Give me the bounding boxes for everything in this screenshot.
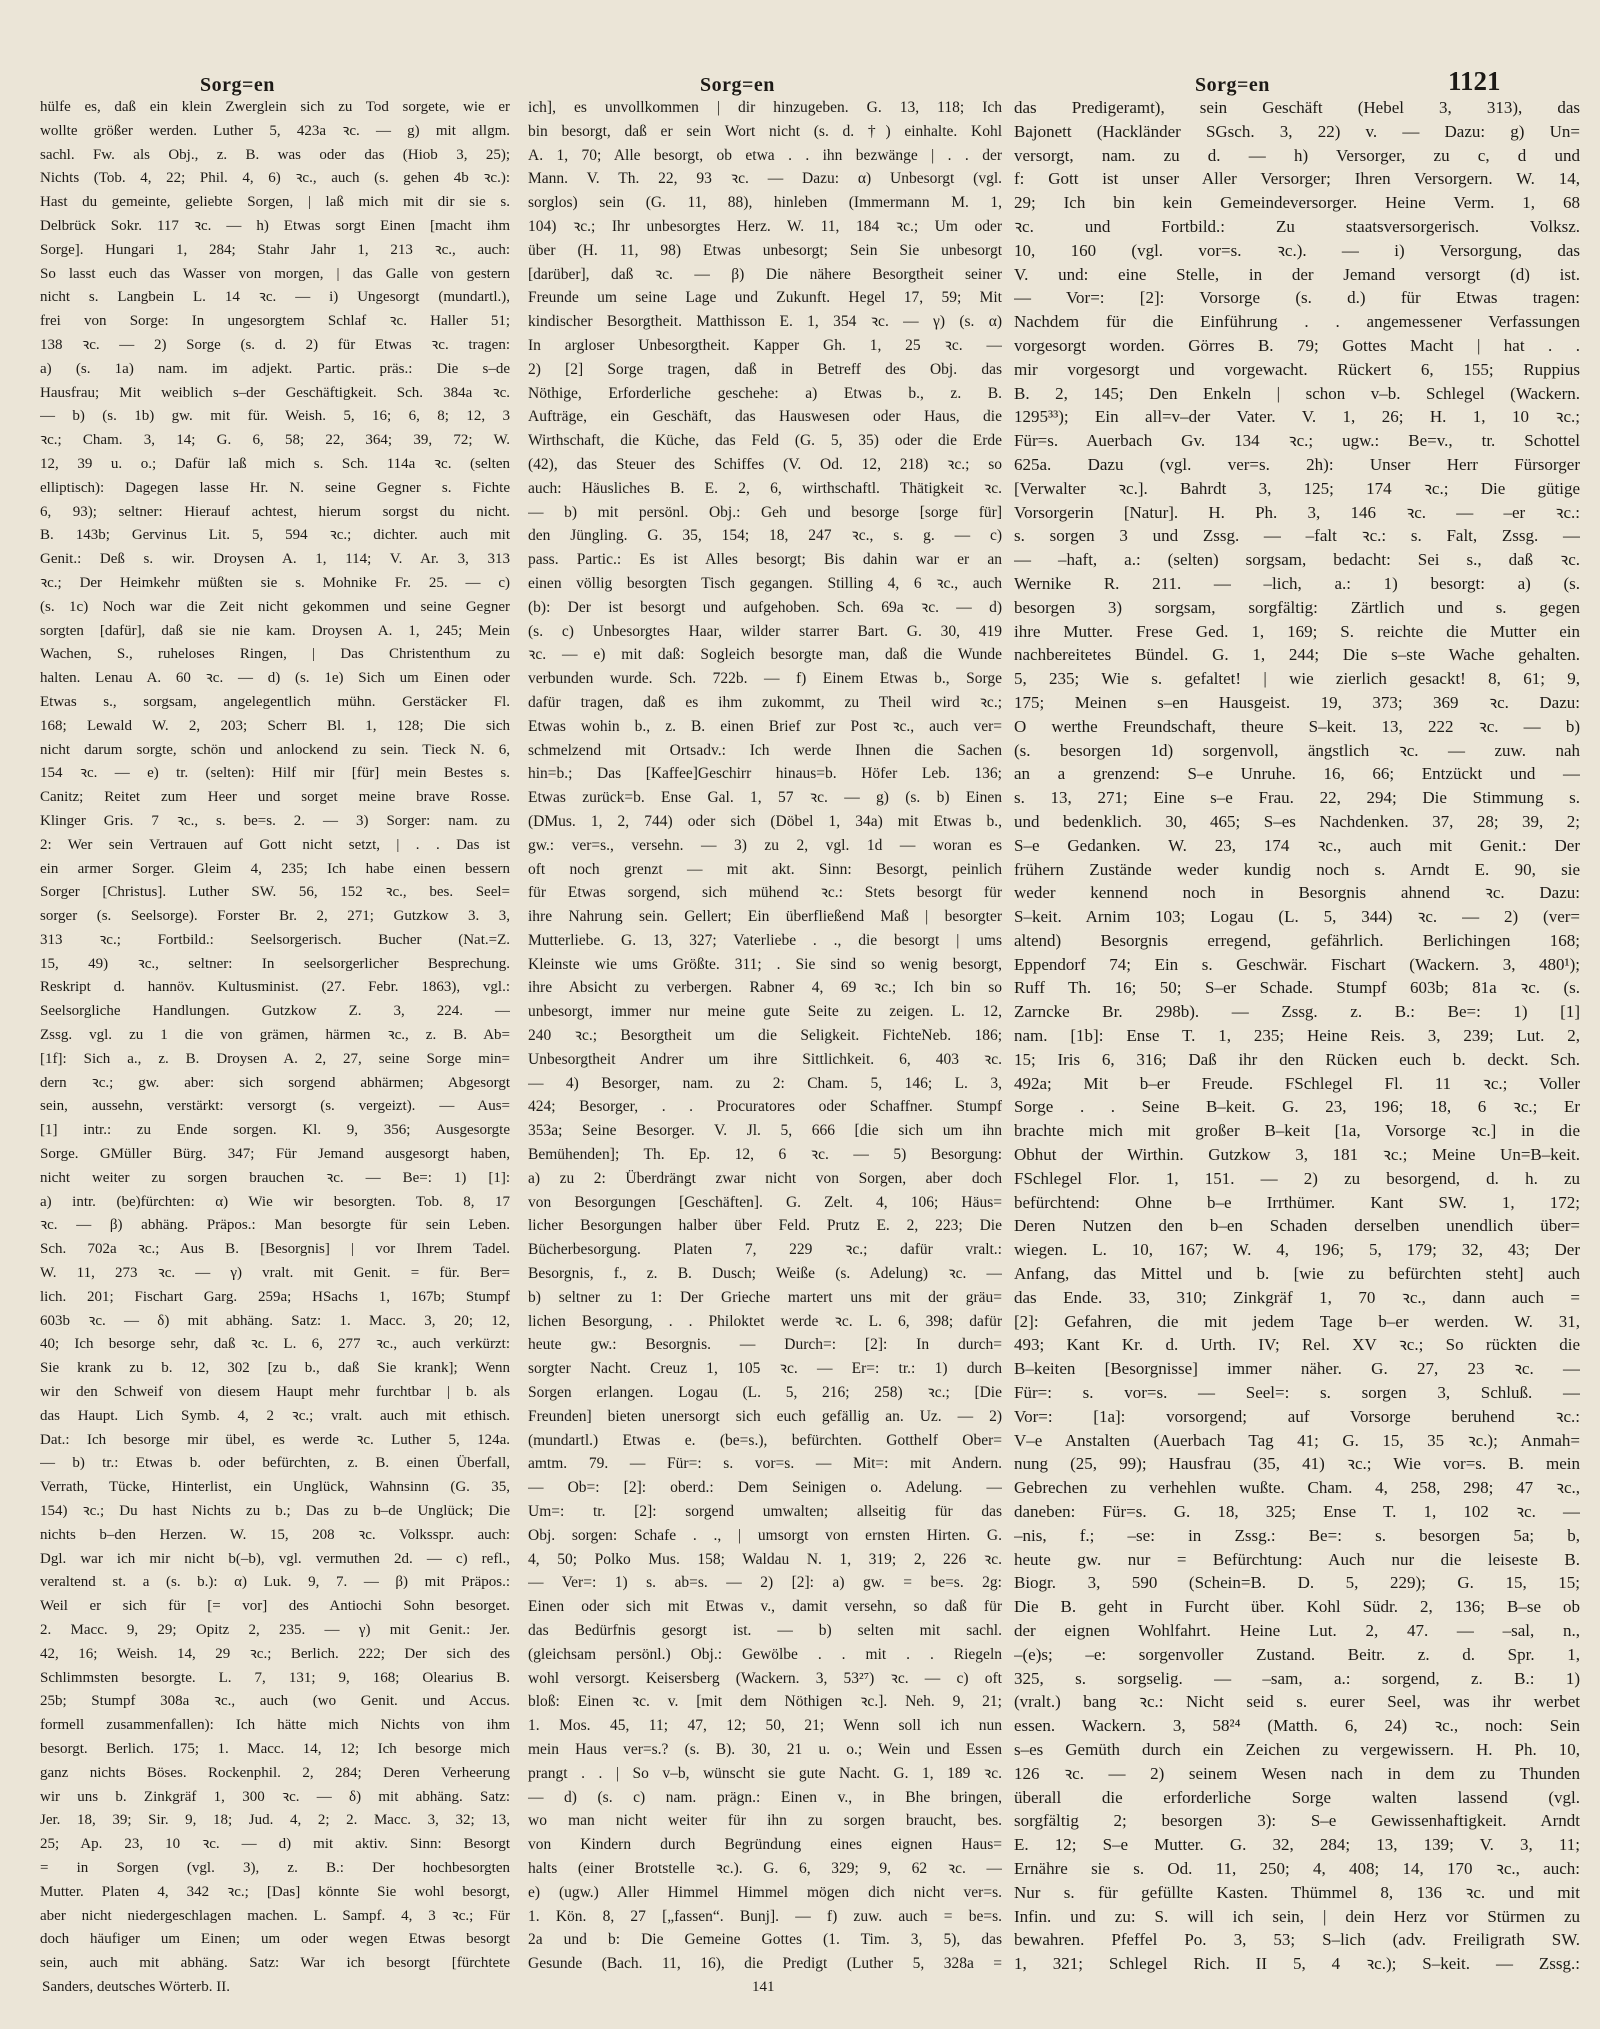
text-line: [darüber], daß ꝛc. — β) Die nähere Besorgtheit seiner: [528, 265, 1002, 283]
text-line: Genit.: Deß s. wir. Droysen A. 1, 114; V. Ar. 3, 313: [40, 551, 510, 568]
text-line: 154 ꝛc. — e) tr. (selten): Hilf mir [für] mein Bestes s.: [40, 765, 510, 782]
text-line: Ruff Th. 16; 50; S–er Schade. Stumpf 603b; 81a ꝛc. (s.: [1014, 978, 1580, 998]
text-line: Sch. 702a ꝛc.; Aus B. [Besorgnis] | vor Ihrem Tadel.: [40, 1241, 510, 1258]
text-line: — d) (s. c) nam. prägn.: Einen v., in Bhe bringen,: [528, 1788, 1002, 1806]
text-line: bloß: Einen ꝛc. v. [mit dem Nöthigen ꝛc.]. Neh. 9, 21;: [528, 1693, 1002, 1711]
text-line: — 4) Besorger, nam. zu 2: Cham. 5, 146; L. 3,: [528, 1074, 1002, 1092]
text-line: Für=: s. vor=s. — Seel=: s. sorgen 3, Schluß. —: [1014, 1383, 1580, 1403]
text-line: oft noch grenzt — mit akt. Sinn: Besorgt, peinlich: [528, 860, 1002, 878]
text-line: ꝛc.; Cham. 3, 14; G. 6, 58; 22, 364; 39, 72; W.: [40, 432, 510, 449]
text-line: (s. c) Unbesorgtes Haar, wilder starrer Bart. G. 30, 419: [528, 622, 1002, 640]
text-line: 353a; Seine Besorger. V. Jl. 5, 666 [die sich um ihn: [528, 1122, 1002, 1140]
text-line: Deren Nutzen den b–en Schaden derselben unendlich über=: [1014, 1216, 1580, 1236]
text-line: nicht darum sorgte, schön und anlockend zu sein. Tieck N. 6,: [40, 741, 510, 758]
text-line: auch: Häusliches B. E. 2, 6, wirthschaftl. Thätigkeit ꝛc.: [528, 479, 1002, 497]
text-line: A. 1, 70; Alle besorgt, ob etwa . . ihn bezwänge | . . der: [528, 146, 1002, 164]
text-line: 6, 93); seltner: Hierauf achtest, hierum sorgst du nicht.: [40, 503, 510, 520]
text-line: hin=b.; Das [Kaffee]Geschirr hinaus=b. Höfer Leb. 136;: [528, 765, 1002, 783]
text-line: Etwas zurück=b. Ense Gal. 1, 57 ꝛc. — g) (s. b) Einen: [528, 789, 1002, 807]
text-line: 168; Lewald W. 2, 203; Scherr Bl. 1, 128; Die sich: [40, 717, 510, 734]
text-line: Etwas s., sorgsam, angelegentlich mühn. Gerstäcker Fl.: [40, 693, 510, 710]
text-line: Wirthschaft, die Küche, das Feld (G. 5, 35) oder die Erde: [528, 432, 1002, 450]
text-line: 625a. Dazu (vgl. ver=s. 2h): Unser Herr Fürsorger: [1014, 454, 1580, 474]
text-line: frei von Sorge: In ungesorgtem Schlaf ꝛc. Haller 51;: [40, 313, 510, 330]
text-line: Schlimmsten besorgte. L. 7, 131; 9, 168; Olearius B.: [40, 1669, 510, 1686]
text-line: B–keiten [Besorgnisse] immer näher. G. 27, 23 ꝛc. —: [1014, 1359, 1580, 1379]
text-line: Klinger Gris. 7 ꝛc., s. be=s. 2. — 3) Sorger: nam. zu: [40, 812, 510, 829]
text-line: Canitz; Reitet zum Heer und sorget meine brave Rosse.: [40, 789, 510, 806]
text-line: Freunde um seine Lage und Zukunft. Hegel 17, 59; Mit: [528, 289, 1002, 307]
text-line: a) (s. 1a) nam. im adjekt. Partic. präs.: Die s–de: [40, 360, 510, 377]
text-line: 4, 50; Polko Mus. 158; Waldau N. 1, 319; 2, 226 ꝛc.: [528, 1550, 1002, 1568]
text-line: –nis, f.; –se: in Zssg.: Be=: s. besorgen 5a; b,: [1014, 1525, 1580, 1545]
text-line: halts (einer Brotstelle ꝛc.). G. 6, 329; 9, 62 ꝛc. —: [528, 1859, 1002, 1877]
text-line: mein Haus ver=s.? (s. B). 30, 21 u. o.; Wein und Essen: [528, 1740, 1002, 1758]
text-line: überall die erforderliche Sorge walten lassend (vgl.: [1014, 1787, 1580, 1807]
text-line: ꝛc.; Der Heimkehr müßten sie s. Mohnike Fr. 25. — c): [40, 574, 510, 591]
text-line: hülfe es, daß ein klein Zwerglein sich zu Tod sorgete, wie er: [40, 99, 510, 115]
text-line: vorgesorgt worden. Görres B. 79; Gottes Macht | hat . .: [1014, 335, 1580, 355]
text-line: 12, 39 u. o.; Dafür laß mich s. Sch. 114a ꝛc. (selten: [40, 455, 510, 472]
text-line: Etwas wohin b., z. B. einen Brief zur Post ꝛc., auch ver=: [528, 717, 1002, 735]
text-line: ihre Absicht zu verbergen. Rabner 4, 69 ꝛc.; Ich bin so: [528, 979, 1002, 997]
text-line: 175; Meinen s–en Hausgeist. 19, 373; 369 ꝛc. Dazu:: [1014, 692, 1580, 712]
text-line: Obhut der Wirthin. Gutzkow 3, 181 ꝛc.; Meine Un=B–keit.: [1014, 1145, 1580, 1165]
text-line: 240 ꝛc.; Besorgtheit um die Seligkeit. FichteNeb. 186;: [528, 1027, 1002, 1045]
text-line: ꝛc. und Fortbild.: Zu staatsversorgerisch. Volksz.: [1014, 216, 1580, 236]
text-line: 2. Macc. 9, 29; Opitz 2, 235. — γ) mit Genit.: Jer.: [40, 1622, 510, 1638]
text-line: Einen oder sich mit Etwas v., damit versehn, so daß für: [528, 1598, 1002, 1616]
text-line: Vorsorgerin [Natur]. H. Ph. 3, 146 ꝛc. — –er ꝛc.:: [1014, 502, 1580, 522]
text-line: 42, 16; Weish. 14, 29 ꝛc.; Berlich. 222; Der sich des: [40, 1645, 510, 1662]
text-line: pass. Partic.: Es ist Alles besorgt; Bis dahin war er an: [528, 551, 1002, 569]
text-line: frühern Zustände weder kundig noch s. Arndt E. 90, sie: [1014, 859, 1580, 879]
text-line: — Vor=: [2]: Vorsorge (s. d.) für Etwas tragen:: [1014, 288, 1580, 308]
text-line: Freunden] bieten unersorgt sich euch gefällig an. Uz. — 2): [528, 1407, 1002, 1425]
text-line: sorglos) sein (G. 11, 88), hinleben (Immermann M. 1,: [528, 194, 1002, 212]
text-line: 424; Besorger, . . Procuratores oder Schaffner. Stumpf: [528, 1098, 1002, 1116]
text-line: Mutter. Platen 4, 342 ꝛc.; [Das] könnte Sie wohl besorgt,: [40, 1883, 510, 1900]
text-line: das Haupt. Lich Symb. 4, 2 ꝛc.; vralt. auch mit ethisch.: [40, 1407, 510, 1424]
text-line: Nur s. für gefüllte Kasten. Thümmel 8, 136 ꝛc. und mit: [1014, 1882, 1580, 1902]
signature-mark: 141: [752, 1979, 775, 1995]
text-line: besorgt. Berlich. 175; 1. Macc. 14, 12; Ich besorge mich: [40, 1740, 510, 1757]
text-line: Weil er sich für [= vor] des Antiochi Sohn besorget.: [40, 1598, 510, 1615]
text-line: Sorge]. Hungari 1, 284; Stahr Jahr 1, 213 ꝛc., auch:: [40, 241, 510, 258]
text-line: B. 2, 145; Den Enkeln | schon v–b. Schlegel (Wackern.: [1014, 383, 1580, 403]
text-line: (vralt.) bang ꝛc.: Nicht seid s. eurer Seel, was ihr werbet: [1014, 1692, 1580, 1712]
text-line: sein, aussehn, verstärkt: versorgt (s. vergeizt). — Aus=: [40, 1098, 510, 1115]
text-line: nam. [1b]: Ense T. 1, 235; Heine Reis. 3, 239; Lut. 2,: [1014, 1026, 1580, 1046]
text-line: — b) tr.: Etwas b. oder befürchten, z. B. einen Überfall,: [40, 1455, 510, 1472]
text-line: 25; Ap. 23, 10 ꝛc. — d) mit aktiv. Sinn: Besorgt: [40, 1836, 510, 1853]
text-line: nicht s. Langbein L. 14 ꝛc. — i) Ungesorgt (mundartl.),: [40, 289, 510, 306]
text-line: Reskript d. hannöv. Kultusminist. (27. Febr. 1863), vgl.:: [40, 979, 510, 996]
text-line: altend) Besorgnis erregend, gefährlich. Berlichingen 168;: [1014, 930, 1580, 950]
text-line: Wachen, S., ruheloses Ringen, | Das Christenthum zu: [40, 646, 510, 663]
text-line: FSchlegel Flor. 1, 151. — 2) zu besorgend, d. h. zu: [1014, 1168, 1580, 1188]
text-line: 29; Ich bin kein Gemeindeversorger. Heine Verm. 1, 68: [1014, 193, 1580, 213]
text-line: Für=s. Auerbach Gv. 134 ꝛc.; ugw.: Be=v., tr. Schottel: [1014, 431, 1580, 451]
text-line: bewahren. Pfeffel Po. 3, 53; S–lich (adv. Freiligrath SW.: [1014, 1930, 1580, 1950]
text-line: 492a; Mit b–er Freude. FSchlegel Fl. 11 ꝛc.; Voller: [1014, 1073, 1580, 1093]
text-line: — Ver=: 1) s. ab=s. — 2) [2]: a) gw. = be=s. 2g:: [528, 1574, 1002, 1592]
text-line: besorgen 3) sorgsam, sorgfältig: Zärtlich und s. gegen: [1014, 597, 1580, 617]
text-line: 25b; Stumpf 308a ꝛc., auch (wo Genit. und Accus.: [40, 1693, 510, 1710]
text-line: Um=: tr. [2]: sorgend umwalten; allseitig für das: [528, 1503, 1002, 1521]
text-line: W. 11, 273 ꝛc. — γ) vralt. mit Genit. = für. Ber=: [40, 1265, 510, 1282]
text-line: 2: Wer sein Vertrauen auf Gott nicht setzt, | . . Das ist: [40, 836, 510, 853]
text-line: In argloser Unbesorgtheit. Kapper Gh. 1, 25 ꝛc. —: [528, 336, 1002, 354]
text-line: Dgl. war ich mir nicht b(–b), vgl. vermuthen 2d. — c) refl.,: [40, 1550, 510, 1567]
text-line: formell zusammenfallen): Ich hätte mich Nichts von ihm: [40, 1717, 510, 1734]
text-line: 313 ꝛc.; Fortbild.: Seelsorgerisch. Bucher (Nat.=Z.: [40, 931, 510, 948]
text-line: V–e Anstalten (Auerbach Tag 41; G. 15, 35 ꝛc.); Anmah=: [1014, 1430, 1580, 1450]
text-line: Zarncke Br. 298b). — Zssg. z. B.: Be=: 1) [1]: [1014, 1002, 1580, 1022]
text-line: 10, 160 (vgl. vor=s. ꝛc.). — i) Versorgung, das: [1014, 240, 1580, 260]
text-line: ganz nichts Böses. Rockenphil. 2, 284; Deren Verheerung: [40, 1764, 510, 1781]
text-line: ꝛc. — β) abhäng. Präpos.: Man besorgte für sein Leben.: [40, 1217, 510, 1234]
text-line: a) zu 2: Überdrängt zwar nicht von Sorgen, aber doch: [528, 1169, 1002, 1187]
text-line: wollte größer werden. Luther 5, 423a ꝛc. — g) mit allgm.: [40, 122, 510, 139]
text-line: den Jüngling. G. 35, 154; 18, 247 ꝛc., s. g. — c): [528, 527, 1002, 545]
text-line: wir den Schweif von diesem Haupt mehr furchtbar | b. als: [40, 1384, 510, 1401]
text-line: 40; Ich besorge sehr, daß ꝛc. L. 6, 277 ꝛc., auch verkürzt:: [40, 1336, 510, 1353]
text-line: 1, 321; Schlegel Rich. II 5, 4 ꝛc.); S–keit. — Zssg.:: [1014, 1954, 1580, 1974]
text-line: ich], es unvollkommen | dir hinzugeben. G. 13, 118; Ich: [528, 99, 1002, 116]
text-line: s–es Gemüth durch ein Zeichen zu vergewissern. H. Ph. 10,: [1014, 1739, 1580, 1759]
text-line: Die B. geht in Furcht über. Kohl Südr. 2, 136; B–se ob: [1014, 1597, 1580, 1617]
text-line: aber nicht niedergeschlagen machen. L. Sampf. 4, 3 ꝛc.; Für: [40, 1907, 510, 1924]
text-line: Bemühenden]; Th. Ep. 12, 6 ꝛc. — 5) Besorgung:: [528, 1146, 1002, 1164]
text-line: (s. besorgen 1d) sorgenvoll, ängstlich ꝛc. — zuw. nah: [1014, 740, 1580, 760]
text-line: an a grenzend: S–e Unruhe. 16, 66; Entzückt und —: [1014, 764, 1580, 784]
text-line: — b) (s. 1b) gw. mit für. Weish. 5, 16; 6, 8; 12, 3: [40, 408, 510, 425]
text-line: dafür tragen, daß es ihm zukommt, zu Theil wird ꝛc.;: [528, 693, 1002, 711]
text-line: S–e Gedanken. W. 23, 174 ꝛc., auch mit Genit.: Der: [1014, 835, 1580, 855]
text-line: (s. 1c) Noch war die Zeit nicht gekommen und seine Gegner: [40, 598, 510, 615]
text-line: für Etwas sorgend, sich mühend ꝛc.: Stets besorgt für: [528, 884, 1002, 902]
running-head-right: Sorg=en: [1195, 74, 1270, 96]
text-line: [1] intr.: zu Ende sorgen. Kl. 9, 356; Ausgesorgte: [40, 1122, 510, 1139]
text-line: O werthe Freundschaft, theure S–keit. 13, 222 ꝛc. — b): [1014, 716, 1580, 736]
text-line: gw.: ver=s., versehn. — 3) zu 2, vgl. 1d — woran es: [528, 836, 1002, 854]
text-line: [2]: Gefahren, die mit jedem Tage b–er werden. W. 31,: [1014, 1311, 1580, 1331]
text-line: Nöthige, Erforderliche geschehe: a) Etwas b., z. B.: [528, 384, 1002, 402]
text-line: [1f]: Sich a., z. B. Droysen A. 2, 27, seine Sorge min=: [40, 1050, 510, 1067]
text-line: ihre Mutter. Frese Ged. 1, 169; S. reichte die Mutter ein: [1014, 621, 1580, 641]
text-line: (42), das Steuer des Schiffes (V. Od. 12, 218) ꝛc.; so: [528, 455, 1002, 473]
text-line: 2a und b: Die Gemeine Gottes (1. Tim. 3, 5), das: [528, 1931, 1002, 1949]
text-line: über (H. 11, 98) Etwas unbesorgt; Sein Sie unbesorgt: [528, 241, 1002, 259]
text-line: So lasst euch das Wasser von morgen, | das Galle von gestern: [40, 265, 510, 282]
text-line: Hast du gemeinte, geliebte Sorgen, | laß mich mit dir sie s.: [40, 194, 510, 211]
text-line: Jer. 18, 39; Sir. 9, 18; Jud. 4, 2; 2. Macc. 3, 32; 13,: [40, 1812, 510, 1829]
text-line: und bedenklich. 30, 465; S–es Nachdenken. 37, 28; 39, 2;: [1014, 811, 1580, 831]
text-line: 1. Kön. 8, 27 [„fassen“. Bunj]. — f) zuw. auch = be=s.: [528, 1907, 1002, 1925]
text-line: [Verwalter ꝛc.]. Bahrdt 3, 125; 174 ꝛc.; Die gütige: [1014, 478, 1580, 498]
text-line: Dat.: Ich besorge mir übel, es werde ꝛc. Luther 5, 124a.: [40, 1431, 510, 1448]
text-line: brachte mich mit großer B–keit [1a, Vorsorge ꝛc.] in die: [1014, 1121, 1580, 1141]
text-line: (b): Der ist besorgt und aufgehoben. Sch. 69a ꝛc. — d): [528, 598, 1002, 616]
text-line: halten. Lenau A. 60 ꝛc. — d) (s. 1e) Sich um Einen oder: [40, 670, 510, 687]
text-line: wiegen. L. 10, 167; W. 4, 196; 5, 179; 32, 43; Der: [1014, 1240, 1580, 1260]
text-line: wir uns b. Zinkgräf 1, 300 ꝛc. — δ) mit abhäng. Satz:: [40, 1788, 510, 1805]
text-line: Nichts (Tob. 4, 22; Phil. 4, 6) ꝛc., auch (s. gehen 4b ꝛc.):: [40, 170, 510, 187]
text-line: Sorger [Christus]. Luther SW. 56, 152 ꝛc., bes. Seel=: [40, 884, 510, 901]
text-line: verbunden wurde. Sch. 722b. — f) Einem Etwas b., Sorge: [528, 670, 1002, 688]
text-line: B. 143b; Gervinus Lit. 5, 594 ꝛc.; dichter. auch mit: [40, 527, 510, 544]
text-line: nichts b–den Herzen. W. 15, 208 ꝛc. Volksspr. auch:: [40, 1526, 510, 1543]
text-line: heute gw.: Besorgnis. — Durch=: [2]: In durch=: [528, 1336, 1002, 1354]
text-line: sorgten [dafür], daß sie nie kam. Droysen A. 1, 245; Mein: [40, 622, 510, 639]
text-line: Seelsorgliche Handlungen. Gutzkow Z. 3, 224. —: [40, 1003, 510, 1020]
text-line: Delbrück Sokr. 117 ꝛc. — h) Etwas sorgt Einen [macht ihm: [40, 217, 510, 234]
text-line: (gleichsam persönl.) Obj.: Gewölbe . . mit . . Riegeln: [528, 1645, 1002, 1663]
text-line: Unbesorgtheit Andrer um ihre Sittlichkeit. 6, 403 ꝛc.: [528, 1050, 1002, 1068]
text-line: Mann. V. Th. 22, 93 ꝛc. — Dazu: α) Unbesorgt (vgl.: [528, 170, 1002, 188]
text-line: Eppendorf 74; Ein s. Geschwär. Fischart (Wackern. 3, 480¹);: [1014, 954, 1580, 974]
text-line: — –haft, a.: (selten) sorgsam, bedacht: Sei s., daß ꝛc.: [1014, 550, 1580, 570]
text-line: von Besorgungen [Geschäften]. G. Zelt. 4, 106; Häus=: [528, 1193, 1002, 1211]
text-line: prangt . . | So v–b, wünscht sie gute Nacht. G. 1, 189 ꝛc.: [528, 1764, 1002, 1782]
footer-imprint: Sanders, deutsches Wörterb. II.: [42, 1979, 230, 1995]
text-line: 2) [2] Sorge tragen, daß in Betreff des Obj. das: [528, 360, 1002, 378]
text-line: nung (25, 99); Hausfrau (35, 41) ꝛc.; Wie vor=s. B. mein: [1014, 1454, 1580, 1474]
text-line: kindischer Besorgtheit. Matthisson E. 1, 354 ꝛc. — γ) (s. α): [528, 313, 1002, 331]
text-line: nachbereitetes Bündel. G. 1, 244; Die s–ste Wache gehalten.: [1014, 645, 1580, 665]
text-line: Zssg. vgl. zu 1 die von grämen, härmen ꝛc., z. B. Ab=: [40, 1027, 510, 1044]
text-line: amtm. 79. — Für=: s. vor=s. — Mit=: mit Andern.: [528, 1455, 1002, 1473]
text-line: –(e)s; –e: sorgenvoller Zustand. Beitr. z. d. Spr. 1,: [1014, 1644, 1580, 1664]
text-line: 104) ꝛc.; Ihr unbesorgtes Herz. W. 11, 184 ꝛc.; Um oder: [528, 217, 1002, 235]
text-line: sorgter Nacht. Creuz 1, 105 ꝛc. — Er=: tr.: 1) durch: [528, 1360, 1002, 1378]
text-line: 15, 49) ꝛc., seltner: In seelsorgerlicher Besprechung.: [40, 955, 510, 972]
running-head-left: Sorg=en: [200, 74, 275, 96]
text-line: 325, s. sorgselig. — –sam, a.: sorgend, z. B.: 1): [1014, 1668, 1580, 1688]
text-line: einen völlig besorgten Tisch gegangen. Stilling 4, 6 ꝛc., auch: [528, 574, 1002, 592]
text-line: 154) ꝛc.; Du hast Nichts zu b.; Das zu b–de Unglück; Die: [40, 1503, 510, 1520]
text-line: — b) mit persönl. Obj.: Geh und besorge [sorge für]: [528, 503, 1002, 521]
text-line: Kleinste wie ums Größte. 311; . Sie sind so wenig besorgt,: [528, 955, 1002, 973]
text-line: a) intr. (be)fürchten: α) Wie wir besorgten. Tob. 8, 17: [40, 1193, 510, 1210]
text-line: heute gw. nur = Befürchtung: Auch nur die leiseste B.: [1014, 1549, 1580, 1569]
text-line: Anfang, das Mittel und b. [wie zu befürchten steht] auch: [1014, 1264, 1580, 1284]
text-line: s. 13, 271; Eine s–e Frau. 22, 294; Die Stimmung s.: [1014, 788, 1580, 808]
text-line: doch häufiger um Einen; um oder wegen Etwas besorgt: [40, 1931, 510, 1948]
text-line: 15; Iris 6, 316; Daß ihr den Rücken euch b. deckt. Sch.: [1014, 1049, 1580, 1069]
text-line: ihre Nahrung sein. Gellert; Ein überfließend Maß | besorgter: [528, 908, 1002, 926]
text-line: Bajonett (Hackländer SGsch. 3, 22) v. — Dazu: g) Un=: [1014, 121, 1580, 141]
text-line: sachl. Fw. als Obj., z. B. was oder das (Hiob 3, 25);: [40, 146, 510, 163]
text-line: unbesorgt, immer nur meine gute Seite zu zeigen. L. 12,: [528, 1003, 1002, 1021]
text-line: mir vorgesorgt und vorgewacht. Rückert 6, 155; Ruppius: [1014, 359, 1580, 379]
text-line: V. und: eine Stelle, in der Jemand versorgt (d) ist.: [1014, 264, 1580, 284]
text-line: sorgfältig 2; besorgen 3): S–e Gewissenhaftigkeit. Arndt: [1014, 1811, 1580, 1831]
text-line: dern ꝛc.; gw. aber: sich sorgend abhärmen; Abgesorgt: [40, 1074, 510, 1091]
text-line: 126 ꝛc. — 2) seinem Wesen nach in dem zu Thunden: [1014, 1763, 1580, 1783]
text-line: wo man nicht weiter für ihn zu sorgen braucht, bes.: [528, 1812, 1002, 1830]
text-line: essen. Wackern. 3, 58²⁴ (Matth. 6, 24) ꝛc., noch: Sein: [1014, 1716, 1580, 1736]
text-line: schmelzend mit Ortsadv.: Ich werde Ihnen die Sachen: [528, 741, 1002, 759]
text-line: Verrath, Tücke, Hinterlist, ein Unglück, Wahnsinn (G. 35,: [40, 1479, 510, 1496]
text-line: lich. 201; Fischart Garg. 259a; HSachs 1, 167b; Stumpf: [40, 1288, 510, 1305]
text-line: E. 12; S–e Mutter. G. 32, 284; 13, 139; V. 3, 11;: [1014, 1835, 1580, 1855]
text-line: nicht weiter zu sorgen brauchen ꝛc. — Be=: 1) [1]:: [40, 1169, 510, 1186]
text-line: Nachdem für die Einführung . . angemessener Verfassungen: [1014, 312, 1580, 332]
text-line: sein, auch mit abhäng. Satz: War ich besorgt [fürchtete: [40, 1955, 510, 1972]
text-line: Vor=: [1a]: vorsorgend; auf Vorsorge beruhend ꝛc.:: [1014, 1406, 1580, 1426]
text-line: bin besorgt, daß er sein Wort nicht (s. d. †) einhalte. Kohl: [528, 122, 1002, 140]
text-line: versorgt, nam. zu d. — h) Versorger, zu c, d und: [1014, 145, 1580, 165]
text-column-right: [1014, 96, 1580, 1976]
text-line: licher Besorgungen halber über Feld. Prutz E. 2, 223; Die: [528, 1217, 1002, 1235]
text-line: ꝛc. — e) mit daß: Sogleich besorgte man, daß die Wunde: [528, 646, 1002, 664]
text-line: Infin. und zu: S. will ich sein, | dein Herz vor Stürmen zu: [1014, 1906, 1580, 1926]
text-line: veraltend st. a (s. b.): α) Luk. 9, 7. — β) mit Präpos.:: [40, 1574, 510, 1591]
text-line: b) seltner zu 1: Der Grieche martert uns mit der gräu=: [528, 1288, 1002, 1306]
text-line: das Ende. 33, 310; Zinkgräf 1, 70 ꝛc., dann auch =: [1014, 1287, 1580, 1307]
text-line: Biogr. 3, 590 (Schein=B. D. 5, 229); G. 15, 15;: [1014, 1573, 1580, 1593]
text-line: weder kennend noch in Besorgnis ahnend ꝛc. Dazu:: [1014, 883, 1580, 903]
text-line: wohl versorgt. Keisersberg (Wackern. 3, 53²⁷) ꝛc. — c) oft: [528, 1669, 1002, 1687]
text-column-middle: [528, 96, 1002, 1976]
text-line: 603b ꝛc. — δ) mit abhäng. Satz: 1. Macc. 3, 20; 12,: [40, 1312, 510, 1329]
text-line: der eignen Wohlfahrt. Heine Lut. 2, 47. — –sal, n.,: [1014, 1621, 1580, 1640]
text-line: 493; Kant Kr. d. Urth. IV; Rel. XV ꝛc.; So rückten die: [1014, 1335, 1580, 1355]
text-line: Gebrechen zu verhehlen wußte. Cham. 4, 258, 298; 47 ꝛc.,: [1014, 1478, 1580, 1498]
text-line: das Predigeramt), sein Geschäft (Hebel 3, 313), das: [1014, 98, 1580, 117]
text-line: s. sorgen 3 und Zssg. — –falt ꝛc.: s. Falt, Zssg. —: [1014, 526, 1580, 546]
text-line: sorger (s. Seelsorge). Forster Br. 2, 271; Gutzkow 3. 3,: [40, 908, 510, 925]
text-line: Besorgnis, f., z. B. Dusch; Weiße (s. Adelung) ꝛc. —: [528, 1265, 1002, 1283]
text-line: lichen Besorgung, . . Philoktet werde ꝛc. L. 6, 398; dafür: [528, 1312, 1002, 1330]
text-line: 138 ꝛc. — 2) Sorge (s. d. 2) für Etwas ꝛc. tragen:: [40, 336, 510, 353]
text-line: e) (ugw.) Aller Himmel Himmel mögen dich nicht ver=s.: [528, 1883, 1002, 1901]
text-line: Aufträge, ein Geschäft, das Hauswesen oder Haus, die: [528, 408, 1002, 426]
text-line: (DMus. 1, 2, 744) oder sich (Döbel 1, 34a) mit Etwas b.,: [528, 812, 1002, 830]
text-line: 1295³³); Ein all=v–der Vater. V. 1, 26; H. 1, 10 ꝛc.;: [1014, 407, 1580, 427]
text-line: von Kindern durch Begründung eines eignen Haus=: [528, 1836, 1002, 1854]
text-line: elliptisch): Dagegen lasse Hr. N. seine Gegner s. Fichte: [40, 479, 510, 496]
text-line: (mundartl.) Etwas e. (be=s.), befürchten. Gotthelf Ober=: [528, 1431, 1002, 1449]
text-line: f: Gott ist unser Aller Versorger; Ihren Versorgern. W. 14,: [1014, 169, 1580, 189]
text-line: Sorge. GMüller Bürg. 347; Für Jemand ausgesorgt haben,: [40, 1146, 510, 1163]
text-line: befürchtend: Ohne b–e Irrthümer. Kant SW. 1, 172;: [1014, 1192, 1580, 1212]
text-line: Gesunde (Bach. 11, 16), die Predigt (Luther 5, 328a =: [528, 1955, 1002, 1973]
text-line: Hausfrau; Mit weiblich s–der Geschäftigkeit. Sch. 384a ꝛc.: [40, 384, 510, 401]
running-head-center: Sorg=en: [700, 74, 775, 96]
text-line: daneben: Für=s. G. 18, 325; Ense T. 1, 102 ꝛc. —: [1014, 1502, 1580, 1522]
text-line: S–keit. Arnim 103; Logau (L. 5, 344) ꝛc. — 2) (ver=: [1014, 907, 1580, 927]
text-line: = in Sorgen (vgl. 3), z. B.: Der hochbesorgten: [40, 1859, 510, 1876]
text-column-left: [40, 96, 510, 1976]
text-line: Obj. sorgen: Schafe . ., | umsorgt von ernsten Hirten. G.: [528, 1526, 1002, 1544]
text-line: 5, 235; Wie s. gefaltet! | wie zierlich gesackt! 8, 61; 9,: [1014, 669, 1580, 689]
text-line: Sie krank zu b. 12, 302 [zu b., daß Sie krank]; Wenn: [40, 1360, 510, 1377]
text-line: Sorgen erlangen. Logau (L. 5, 216; 258) ꝛc.; [Die: [528, 1384, 1002, 1402]
page-number: 1121: [1448, 66, 1501, 96]
text-line: Mutterliebe. G. 13, 327; Vaterliebe . ., die besorgt | ums: [528, 931, 1002, 949]
text-line: Wernike R. 211. — –lich, a.: 1) besorgt: a) (s.: [1014, 573, 1580, 593]
text-line: 1. Mos. 45, 11; 47, 12; 50, 21; Wenn soll ich nun: [528, 1717, 1002, 1735]
text-line: — Ob=: [2]: oberd.: Dem Seinigen o. Adelung. —: [528, 1479, 1002, 1497]
text-line: Ernähre sie s. Od. 11, 250; 4, 408; 14, 170 ꝛc., auch:: [1014, 1858, 1580, 1878]
text-line: Bücherbesorgung. Platen 7, 229 ꝛc.; dafür vralt.:: [528, 1241, 1002, 1259]
text-line: Sorge . . Seine B–keit. G. 23, 196; 18, 6 ꝛc.; Er: [1014, 1097, 1580, 1117]
text-line: ein armer Sorger. Gleim 4, 235; Ich habe einen bessern: [40, 860, 510, 877]
text-line: das Bedürfnis gesorgt ist. — b) selten mit sachl.: [528, 1622, 1002, 1639]
